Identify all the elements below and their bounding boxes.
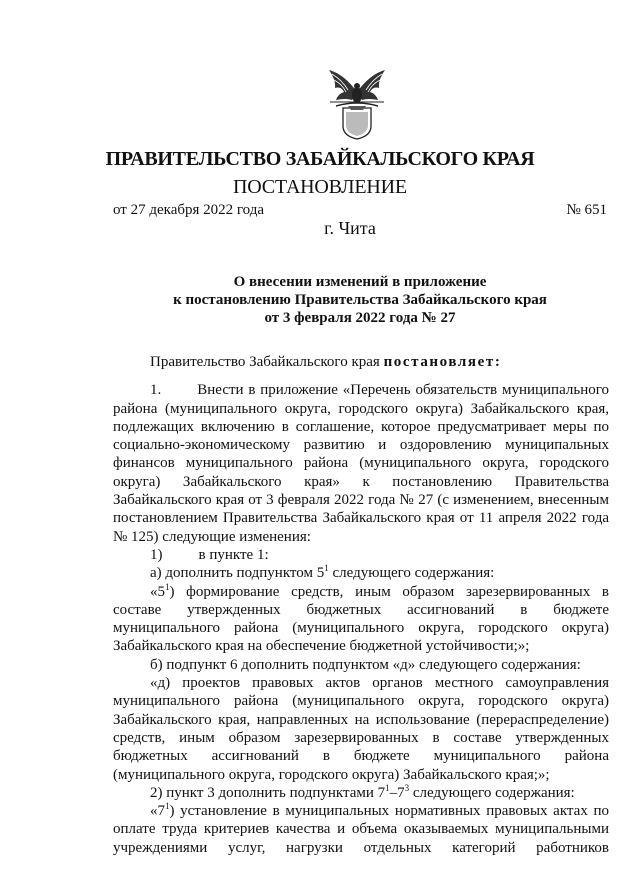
item-2	[113, 784, 609, 802]
quote-5-1-start: «5	[150, 583, 165, 600]
quote-7-1-start: «7	[150, 803, 165, 820]
quote-7-1	[113, 802, 609, 857]
document-number: № 651	[566, 202, 607, 218]
quote-5-1-text: ) формирование средств, иным образом зарезервированных в составе утвержденных бюджетных ассигнований в бюджете муниципального района (муниципального округа, городского округа) Забайкальского края на обеспечение бюджетной устойчивости;»;	[113, 583, 609, 655]
superscript: 1	[385, 782, 390, 793]
document-city: г. Чита	[324, 218, 376, 238]
item-1-number: 1)	[150, 546, 163, 563]
item-2-text-end: следующего содержания:	[409, 784, 575, 801]
subitem-a-text-end: следующего содержания:	[328, 565, 495, 582]
item-2-range: –7	[389, 784, 405, 801]
paragraph-1-number: 1.	[150, 382, 162, 399]
document-type: ПОСТАНОВЛЕНИЕ	[233, 176, 407, 198]
item-1	[113, 546, 609, 564]
quote-d: «д) проектов правовых актов органов местного самоуправления муниципального района (муниципального округа, городского округа) Забайкальского края, направленных на использование (перераспределение) средств, иным образом зарезервированных в составе утвержденных бюджетных ассигнований в бюджете муниципального района (муниципального округа, городского округа) Забайкальского края;»;	[113, 675, 609, 783]
government-name: ПРАВИТЕЛЬСТВО ЗАБАЙКАЛЬСКОГО КРАЯ	[105, 148, 535, 170]
item-2-text: 2) пункт 3 дополнить подпунктами 7	[150, 784, 386, 801]
title-line-3: от 3 февраля 2022 года № 27	[264, 310, 456, 326]
superscript: 3	[404, 782, 410, 793]
quote-7-1-text: ) установление в муниципальных нормативных правовых актах по оплате труда критериев качества и объема оказываемых муниципальными учреждениями услуг, нагрузки отдельных категорий работников	[113, 803, 609, 856]
paragraph-1	[113, 381, 609, 546]
item-1-text: в пункте 1:	[198, 546, 269, 563]
quote-5-1	[113, 583, 609, 656]
preamble-resolves: постановляет:	[383, 354, 502, 370]
document-date: от 27 декабря 2022 года	[113, 202, 265, 218]
subitem-a-text: а) дополнить подпунктом 5	[150, 565, 325, 582]
title-line-1: О внесении изменений в приложение	[233, 274, 487, 290]
paragraph-1-text: Внести в приложение «Перечень обязательств муниципального района (муниципального округа, городского округа) Забайкальского края, подлежащих включению в соглашение, которое предусматривает меры по социально-экономическому развитию и оздоровлению муниципальных финансов муниципального района (муниципального округа, городского округа) Забайкальского края» к постановлению Правительства Забайкальского края от 3 февраля 2022 года № 27 (с изменением, внесенным постановлением Правительства Забайкальского края от 11 апреля 2022 года № 125) следующие изменения:	[113, 382, 609, 545]
superscript: 1	[324, 563, 329, 574]
document-title	[120, 273, 600, 327]
superscript: 1	[165, 581, 170, 592]
preamble	[113, 353, 609, 371]
document-body	[113, 353, 609, 857]
superscript: 1	[165, 801, 170, 812]
subitem-b: б) подпункт 6 дополнить подпунктом «д» следующего содержания:	[150, 656, 581, 673]
subitem-a	[113, 564, 609, 582]
coat-of-arms-emblem	[326, 62, 388, 140]
title-line-2: к постановлению Правительства Забайкальского края	[173, 292, 547, 308]
preamble-prefix: Правительство Забайкальского края	[150, 354, 384, 370]
